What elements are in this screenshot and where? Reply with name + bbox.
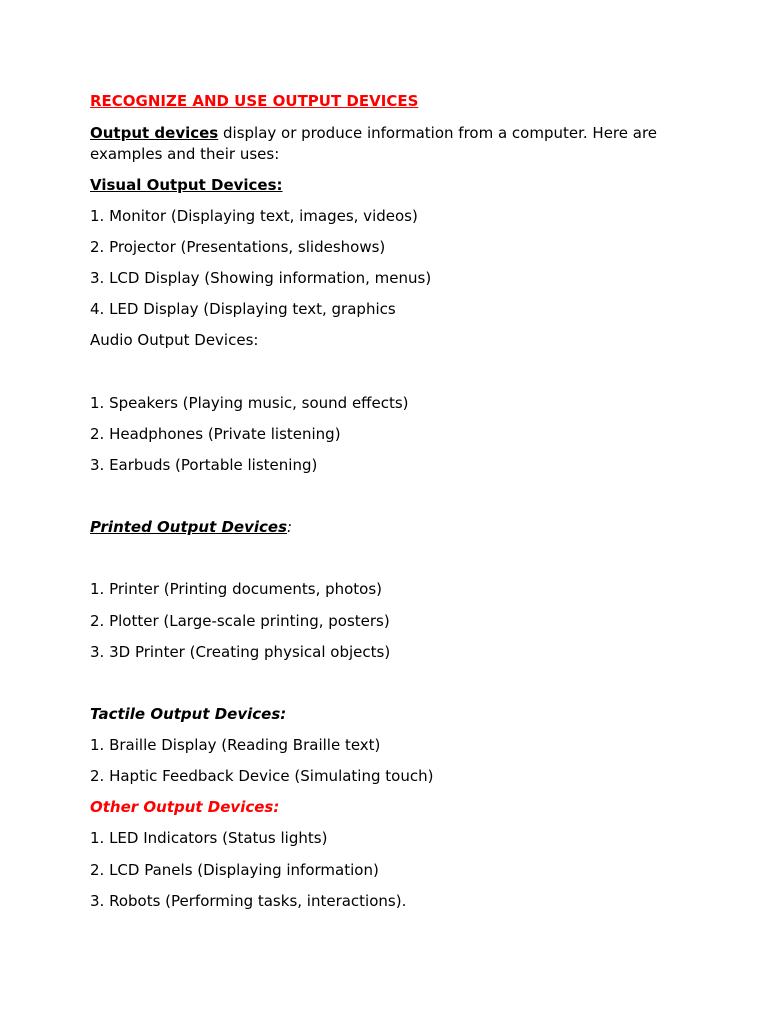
intro-paragraph xyxy=(90,123,675,165)
printed-heading: Printed Output Devices xyxy=(90,518,287,536)
audio-item: 3. Earbuds (Portable listening) xyxy=(90,456,318,474)
tactile-item: 1. Braille Display (Reading Braille text) xyxy=(90,736,381,754)
audio-heading: Audio Output Devices: xyxy=(90,331,259,349)
document-title: RECOGNIZE AND USE OUTPUT DEVICES xyxy=(90,92,419,110)
intro-lead-term: Output devices xyxy=(90,124,219,142)
visual-item: 4. LED Display (Displaying text, graphics xyxy=(90,300,396,318)
visual-item: 1. Monitor (Displaying text, images, videos) xyxy=(90,207,418,225)
tactile-item: 2. Haptic Feedback Device (Simulating touch) xyxy=(90,767,434,785)
printed-item: 2. Plotter (Large-scale printing, posters) xyxy=(90,612,390,630)
printed-heading-colon: : xyxy=(287,518,293,536)
audio-item: 1. Speakers (Playing music, sound effects) xyxy=(90,394,409,412)
visual-heading: Visual Output Devices: xyxy=(90,176,283,194)
other-heading: Other Output Devices: xyxy=(90,798,280,816)
tactile-heading: Tactile Output Devices: xyxy=(90,705,287,723)
printed-heading-line xyxy=(90,517,690,537)
intro-text: display or produce information from a computer. Here are examples and their uses: xyxy=(90,124,658,163)
printed-item: 3. 3D Printer (Creating physical objects) xyxy=(90,643,391,661)
printed-item: 1. Printer (Printing documents, photos) xyxy=(90,580,383,598)
visual-item: 3. LCD Display (Showing information, menus) xyxy=(90,269,432,287)
other-item: 3. Robots (Performing tasks, interactions). xyxy=(90,892,407,910)
other-item: 1. LED Indicators (Status lights) xyxy=(90,829,328,847)
audio-item: 2. Headphones (Private listening) xyxy=(90,425,341,443)
visual-item: 2. Projector (Presentations, slideshows) xyxy=(90,238,386,256)
other-item: 2. LCD Panels (Displaying information) xyxy=(90,861,379,879)
